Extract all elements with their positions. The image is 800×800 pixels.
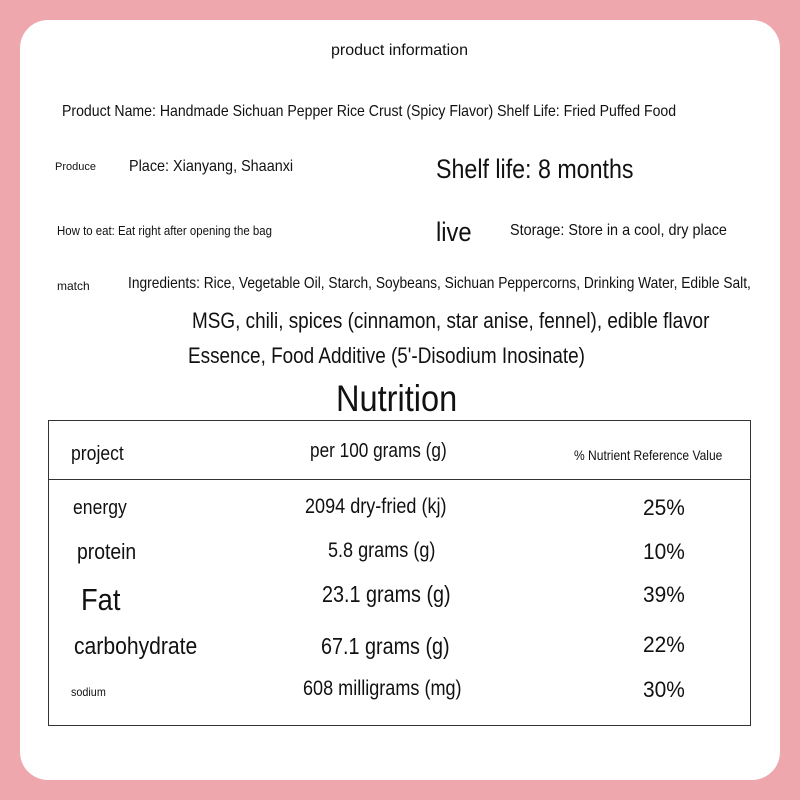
ingredients-line-3: Essence, Food Additive (5'-Disodium Inosinate) <box>188 343 585 368</box>
row-amount-protein: 5.8 grams (g) <box>328 539 436 562</box>
row-nrv-carbohydrate: 22% <box>643 632 685 657</box>
page-title: product information <box>331 42 468 59</box>
row-nrv-sodium: 30% <box>643 677 685 702</box>
place-text: Place: Xianyang, Shaanxi <box>129 158 294 175</box>
product-name-text: Product Name: Handmade Sichuan Pepper Rice Crust (Spicy Flavor) Shelf Life: Fried Puffed Food <box>62 103 677 120</box>
nutrition-title: Nutrition <box>336 378 458 419</box>
column-header-project: project <box>71 443 124 465</box>
column-header-per-100g: per 100 grams (g) <box>310 440 447 462</box>
row-nrv-fat: 39% <box>643 582 685 607</box>
row-name-energy: energy <box>73 497 127 519</box>
row-nrv-protein: 10% <box>643 539 685 564</box>
produce-label: Produce <box>55 161 96 173</box>
nutrition-table <box>48 420 751 726</box>
storage-text: Storage: Store in a cool, dry place <box>510 222 727 239</box>
header-divider <box>49 479 750 480</box>
ingredients-line-2: MSG, chili, spices (cinnamon, star anise, fennel), edible flavor <box>192 308 710 333</box>
row-amount-fat: 23.1 grams (g) <box>322 581 451 607</box>
shelf-life-text: Shelf life: 8 months <box>436 154 634 184</box>
row-name-carbohydrate: carbohydrate <box>74 633 198 660</box>
row-amount-sodium: 608 milligrams (mg) <box>303 677 462 700</box>
column-header-nrv: % Nutrient Reference Value <box>574 447 723 463</box>
how-to-eat-text: How to eat: Eat right after opening the bag <box>57 223 272 238</box>
row-name-protein: protein <box>77 539 137 564</box>
row-amount-carbohydrate: 67.1 grams (g) <box>321 633 450 659</box>
live-label: live <box>436 217 472 247</box>
row-nrv-energy: 25% <box>643 495 685 520</box>
ingredients-line-1: Ingredients: Rice, Vegetable Oil, Starch, Soybeans, Sichuan Peppercorns, Drinking Water, Edible Salt, <box>128 275 751 292</box>
match-label: match <box>57 279 90 293</box>
row-name-sodium: sodium <box>71 685 106 699</box>
row-name-fat: Fat <box>81 582 121 617</box>
row-amount-energy: 2094 dry-fried (kj) <box>305 495 447 518</box>
